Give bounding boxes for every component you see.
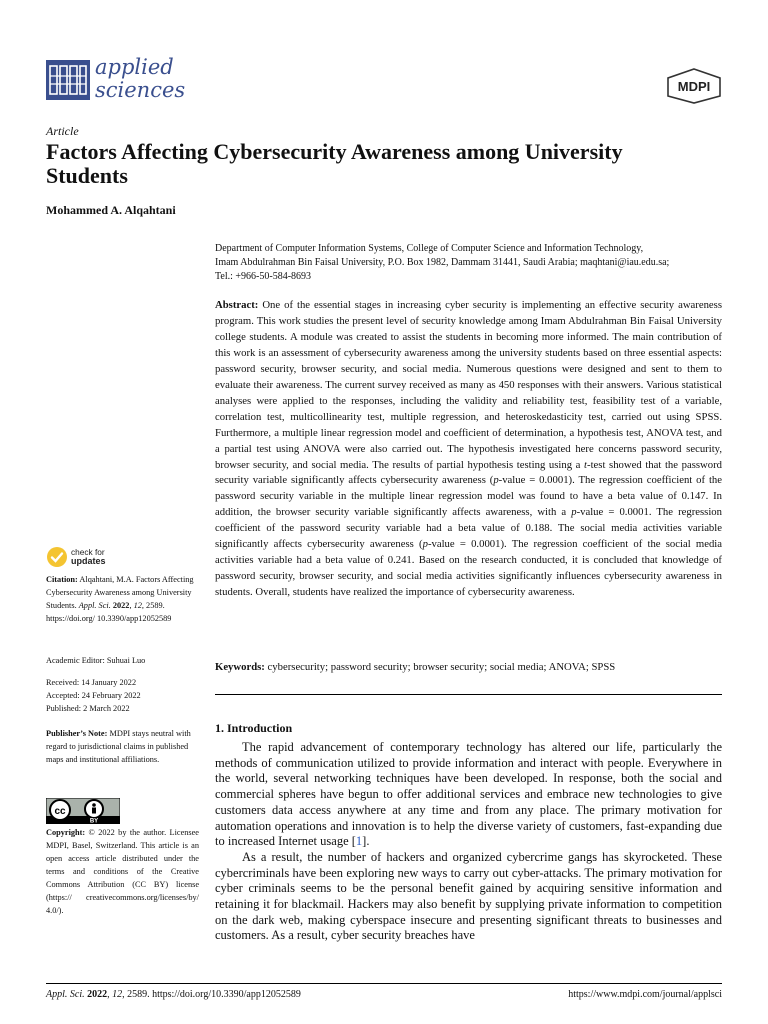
abstract-text: -value = 0.0001. The regression coefficient of the password security variable had a beta value of 0.188. The social media activities variable significantly affects cybersecurity awareness ( [215, 506, 722, 551]
check-updates-line1: check for [71, 547, 105, 557]
affiliation-line: Tel.: +966-50-584-8693 [215, 271, 312, 282]
applied-sciences-logo-icon [46, 60, 90, 100]
abstract [215, 298, 722, 601]
check-badge-icon [46, 546, 68, 568]
abstract-text: -value = 0.0001). The regression coefficient of the password security variable in the multiple linear regression model was found to have a beta value of 0.147. In addition, the browser security variable significantly affects awareness, with a [215, 474, 723, 519]
published-date: Published: 2 March 2022 [46, 704, 130, 713]
journal-name-line1: applied [95, 55, 174, 79]
abstract-text: -test showed that the password security variable significantly affects cybersecurity awareness ( [215, 458, 723, 487]
abstract-p-symbol: p [493, 474, 499, 487]
citation-journal: Appl. Sci. [78, 601, 111, 610]
check-updates-label [71, 548, 106, 566]
citation-doi[interactable]: , 2589. https://doi.org/ 10.3390/app12052589 [46, 601, 172, 623]
accepted-date: Accepted: 24 February 2022 [46, 691, 141, 700]
academic-editor: Academic Editor: Suhuai Luo [46, 656, 146, 665]
footer-divider [46, 983, 722, 984]
footer-year: 2022 [87, 989, 108, 1000]
cc-by-label: BY [89, 818, 99, 824]
publisher-name: MDPI [677, 79, 711, 94]
footer-journal: Appl. Sci. [46, 989, 85, 1000]
mdpi-logo-icon [666, 68, 722, 104]
abstract-p-symbol: p [571, 506, 577, 519]
copyright-text: © 2022 by the author. Licensee MDPI, Basel, Switzerland. This article is an open access article distributed under the terms and conditions of the Creative Commons Attribution (CC BY) license (https:// creativecommons.org/licenses/by/ 4.0/). [46, 828, 199, 915]
check-updates-line2: updates [71, 556, 106, 566]
citation-label: Citation: [46, 575, 78, 584]
copyright-label: Copyright: [46, 828, 86, 837]
abstract-text: One of the essential stages in increasing cyber security is implementing an effective security awareness program. This work studies the present level of security knowledge among Imam Abdulrahman Bin Faisal University college students. A module was created to assist the students in becoming more informed. The main contribution of this work is an assessment of cybersecurity awareness among the university students based on three essential aspects: password security, browser security, and social media. Numerous questions were designed and sent to them to evaluate their awareness. The current survey received as many as 450 responses with their answers. Various statistical analyses were applied to the responses, including the validity and reliability test, feasibility test of a variable, correlation test, multicollinearity test, multiple regression, and heteroskedasticity test, carried out using SPSS. Furthermore, a multiple linear regression model and coefficient of determination, a hypothesis test, ANOVA test, and a partial test using ANOVA were also carried out. The hypothesis investigated here concerns password security, browser security, and social media. The results of partial hypothesis testing using a [215, 299, 722, 471]
citation-link[interactable]: 1 [355, 834, 363, 849]
paragraph [215, 740, 722, 850]
pubnote-label: Publisher’s Note: [46, 729, 108, 738]
affiliation [215, 242, 725, 284]
keywords-text: cybersecurity; password security; browser security; social media; ANOVA; SPSS [264, 661, 616, 673]
svg-text:cc: cc [54, 806, 66, 817]
abstract-t-symbol: t [584, 458, 588, 471]
abstract-text: -value = 0.0001). The regression coefficient of the social media activities variable had a beta value of 0.241. Based on the research conducted, it is concluded that knowledge of password security, browser security, and social media activities significantly influences cybersecurity awareness in students. Overall, students have realized the importance of cybersecurity awareness. [215, 538, 723, 599]
paragraph-text: The rapid advancement of contemporary technology has altered our life, particularly the methods of communication utilized to provide information and interact with people. Everywhere in the world, several networking techniques have been developed. In response, both the social and commercial spheres have begun to offer additional services and embrace new technologies to give customers data access anywhere at any time and from any place. The primary motivation for automation operations and innovation is to help the diverse variety of customers, fast-expanding due to increased Internet usage [ [215, 740, 722, 849]
abstract-p-symbol: p [422, 538, 428, 551]
paragraph-text: ]. [362, 834, 370, 849]
citation-year: 2022 [112, 601, 130, 610]
article-title: Factors Affecting Cybersecurity Awareness among University Students [46, 139, 623, 188]
journal-name [95, 56, 185, 102]
footer-volume: 12 [112, 989, 123, 1000]
cc-by-license-icon[interactable] [46, 798, 120, 824]
pubnote-text: MDPI stays neutral with regard to jurisdictional claims in published maps and institutional affiliations. [46, 729, 191, 764]
copyright-block [46, 826, 199, 917]
article-type: Article [46, 124, 79, 138]
keywords-label: Keywords: [215, 661, 265, 673]
citation-block: Citation: Alqahtani, M.A. Factors Affecting Cybersecurity Awareness among University Students. Appl. Sci. 2022, 12, 2589. https://doi.org/ 10.3390/app12052589 [46, 575, 194, 623]
introduction-body [215, 740, 722, 944]
affiliation-line: Imam Abdulrahman Bin Faisal University, P.O. Box 1982, Dammam 31441, Saudi Arabia; maqhtani@iau.edu.sa; [215, 257, 670, 268]
received-date: Received: 14 January 2022 [46, 678, 137, 687]
citation-text: Alqahtani, M.A. Factors Affecting Cybersecurity Awareness among University Students. [46, 575, 194, 610]
section-heading-introduction: 1. Introduction [215, 721, 293, 735]
keywords [215, 660, 722, 675]
section-divider [215, 694, 722, 695]
footer-doi[interactable]: , 2589. https://doi.org/10.3390/app12052589 [122, 989, 301, 1000]
footer-journal-url[interactable]: https://www.mdpi.com/journal/applsci [568, 989, 722, 1000]
footer-citation: Appl. Sci. 2022, 12, 2589. https://doi.org/10.3390/app12052589 [46, 989, 301, 1000]
affiliation-line: Department of Computer Information Systems, College of Computer Science and Information Technology, [215, 243, 644, 254]
citation-volume: 12 [133, 601, 142, 610]
abstract-label: Abstract: [215, 299, 259, 311]
journal-name-line2: sciences [95, 78, 186, 102]
publishers-note [46, 727, 199, 766]
dates-block [46, 676, 199, 715]
check-for-updates-button[interactable] [46, 546, 126, 570]
author-name: Mohammed A. Alqahtani [46, 203, 176, 217]
paragraph: As a result, the number of hackers and organized cybercrime gangs has skyrocketed. These cybercriminals have been exploring new ways to carry out cyber-attacks. The primary motivation for cyber criminals seems to be the personal benefit gained by acquiring sensitive information and retaining it for blackmail. Hackers may also benefit by supplying private information to competition on the dark web, making cyberspace insecure and presenting significant threats to businesses and customers. As a result, cyber security breaches have [215, 849, 722, 943]
